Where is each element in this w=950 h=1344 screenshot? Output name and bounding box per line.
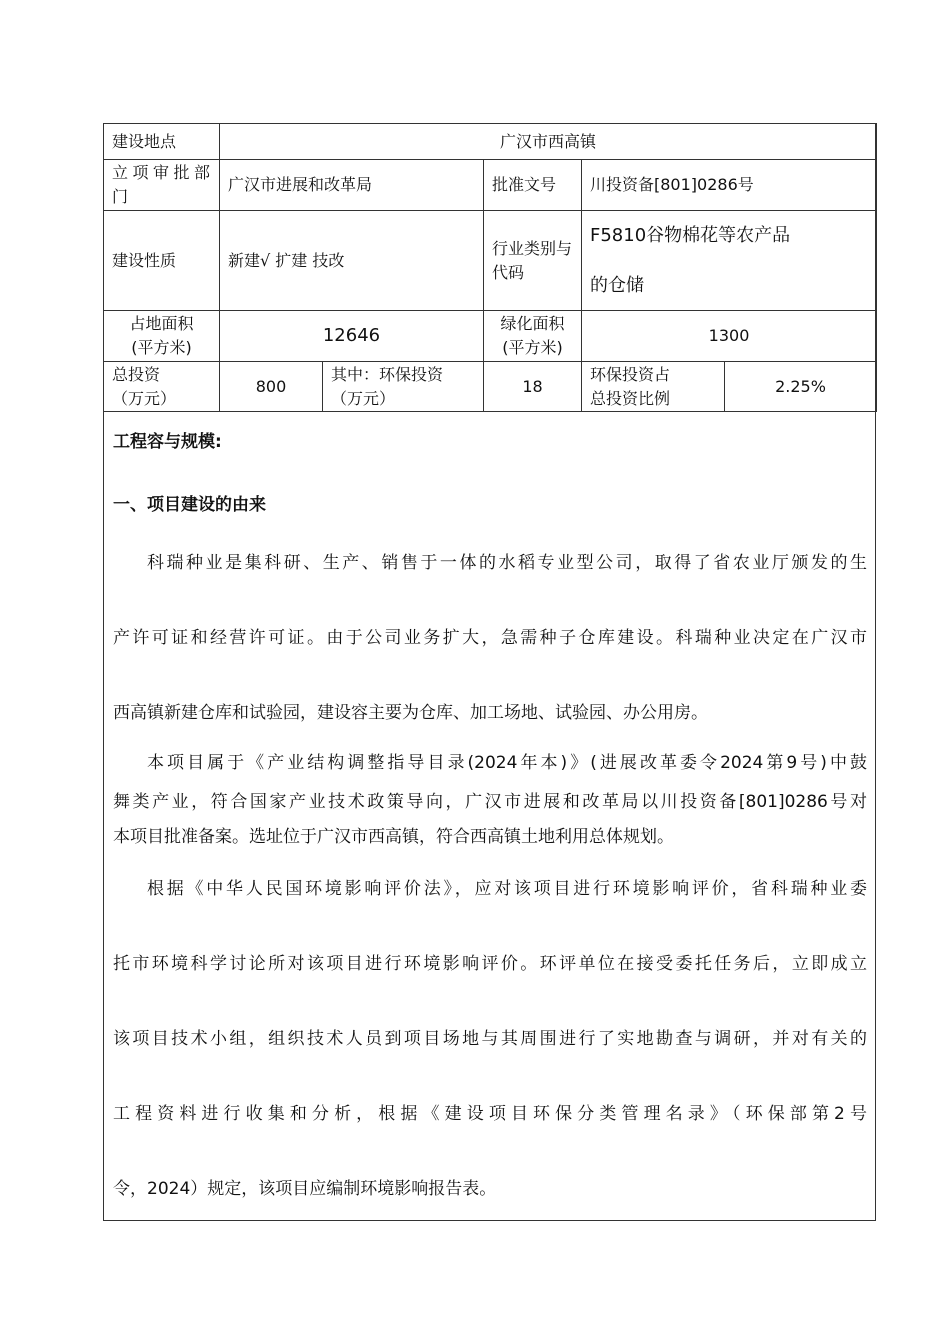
table-row [104,362,877,412]
area-label: 占地面积 (平方米) [104,311,220,362]
nature-value: 新建√ 扩建 技改 [220,211,484,311]
paragraph-1-line: 产许可证和经营许可证。由于公司业务扩大，急需种子仓库建设。科瑞种业决定在广汉市 [113,628,867,648]
table-row [104,311,877,362]
area-value: 12646 [220,311,484,362]
approval-doc-value: 川投资备[801]0286号 [582,160,877,211]
paragraph-3-line: 托市环境科学讨论所对该项目进行环境影响评价。环评单位在接受委托任务后，立即成立 [113,954,867,974]
approval-doc-label: 批准文号 [484,160,582,211]
nature-label: 建设性质 [104,211,220,311]
industry-value: F5810谷物棉花等农产品 的仓储 [582,211,877,311]
section-heading: 工程容与规模: [113,432,222,452]
paragraph-2-line: 本项目属于《产业结构调整指导目录(2024年本)》(进展改革委令2024第9号)中鼓 [147,753,867,773]
paragraph-2-line: 舞类产业，符合国家产业技术政策导向，广汉市进展和改革局以川投资备[801]0286号对 [113,792,867,812]
approval-dept-label: 立项审批部门 [104,160,220,211]
invest-value: 800 [220,362,323,412]
green-label: 绿化面积 (平方米) [484,311,582,362]
industry-label: 行业类别与代码 [484,211,582,311]
paragraph-1-line: 科瑞种业是集科研、生产、销售于一体的水稻专业型公司，取得了省农业厅颁发的生 [147,553,867,573]
table-row [104,211,877,311]
project-info-table [103,123,877,412]
invest-label: 总投资 （万元） [104,362,220,412]
env-invest-value: 18 [484,362,582,412]
paragraph-2-line: 本项目批准备案。选址位于广汉市西高镇，符合西高镇土地利用总体规划。 [113,827,674,847]
ratio-value: 2.25% [725,362,877,412]
paragraph-3-line: 令，2024）规定，该项目应编制环境影响报告表。 [113,1179,497,1199]
ratio-label: 环保投资占 总投资比例 [582,362,725,412]
paragraph-3-line: 工程资料进行收集和分析，根据《建设项目环保分类管理名录》（环保部第2号 [113,1104,867,1124]
subsection-heading: 一、项目建设的由来 [113,495,266,515]
green-value: 1300 [582,311,877,362]
paragraph-3-line: 根据《中华人民国环境影响评价法》，应对该项目进行环境影响评价，省科瑞种业委 [147,879,867,899]
paragraph-1-line: 西高镇新建仓库和试验园，建设容主要为仓库、加工场地、试验园、办公用房。 [113,703,708,723]
env-invest-label: 其中：环保投资 （万元） [323,362,484,412]
approval-dept-value: 广汉市进展和改革局 [220,160,484,211]
table-row [104,124,877,160]
location-value: 广汉市西高镇 [220,124,877,160]
table-row [104,160,877,211]
paragraph-3-line: 该项目技术小组，组织技术人员到项目场地与其周围进行了实地勘查与调研，并对有关的 [113,1029,867,1049]
location-label: 建设地点 [104,124,220,160]
